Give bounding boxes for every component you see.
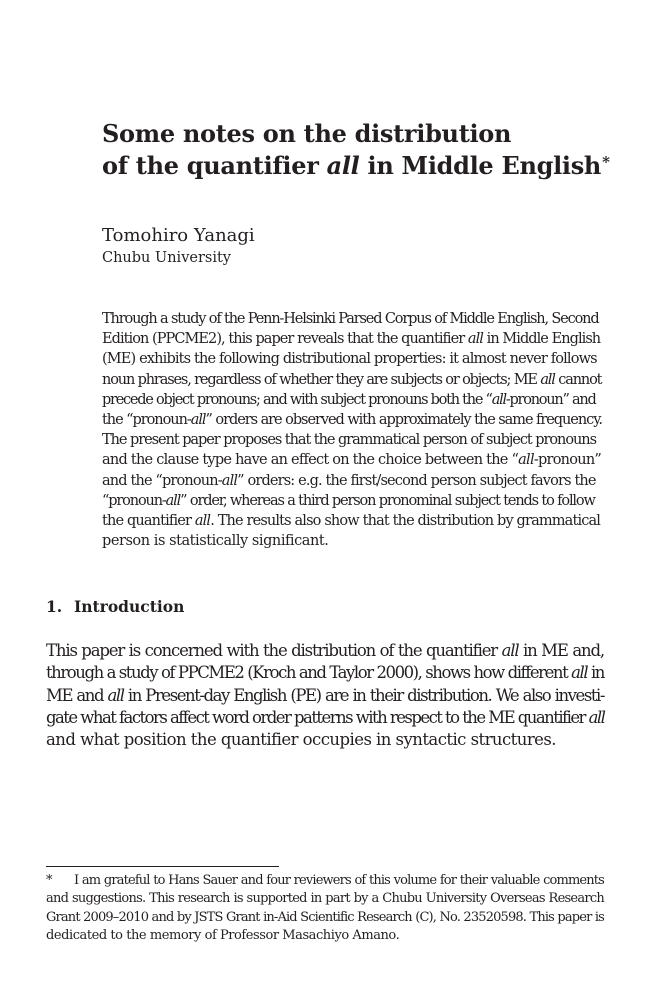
body-text: and what position the quantifier occupies in syntactic structures. (46, 730, 556, 750)
abstract-emphasis: all (518, 452, 534, 469)
body-line (46, 685, 604, 707)
abstract-text: the “pronoun- (102, 412, 191, 429)
footnote-line (46, 890, 604, 908)
body-text: in (587, 663, 604, 683)
abstract-emphasis: all (165, 492, 181, 509)
abstract-line (102, 511, 602, 531)
footnote-line (46, 909, 604, 927)
footnote (46, 872, 604, 946)
abstract-emphasis: all (540, 371, 555, 388)
body-text: This paper is concerned with the distribution of the quantifier (46, 641, 502, 660)
abstract-text: in Middle English (482, 331, 601, 348)
abstract-text: “pronoun- (102, 492, 166, 509)
abstract-text: and the clause type have an effect on the choice between the “ (102, 452, 519, 469)
abstract-text: precede object pronouns; and with subject pronouns both the “ (102, 391, 492, 408)
body-text: in Present-day English (PE) are in their distribution. We also investi- (123, 685, 605, 705)
abstract-emphasis: all (194, 513, 211, 530)
body-text: ME and (46, 685, 108, 705)
abstract-line (102, 390, 602, 410)
title-line-2-em: all (326, 151, 360, 180)
title-line-2-post: in Middle English (359, 151, 602, 180)
abstract-text: -pronoun” (533, 452, 602, 469)
abstract (102, 309, 602, 551)
body-line (46, 640, 604, 662)
footnote-line (46, 927, 604, 945)
body-line (46, 729, 604, 751)
section-number: 1. (46, 597, 63, 616)
title-line-1: Some notes on the distribution (102, 119, 512, 148)
section-title: Introduction (74, 597, 185, 616)
author-name: Tomohiro Yanagi (102, 225, 255, 246)
footnote-text: dedicated to the memory of Professor Masachiyo Amano. (46, 928, 400, 944)
footnote-text: and suggestions. This research is supported in part by a Chubu University Overseas Research (46, 891, 604, 907)
body-line (46, 707, 604, 729)
body-emphasis: all (501, 641, 519, 660)
abstract-emphasis: all (467, 331, 483, 348)
abstract-text: noun phrases, regardless of whether they are subjects or objects; ME (102, 371, 541, 388)
abstract-text: ” order, whereas a third person pronominal subject tends to follow (180, 492, 595, 509)
body-text: through a study of PPCME2 (Kroch and Taylor 2000), shows how different (46, 663, 572, 683)
body-line (46, 662, 604, 684)
footnote-line (46, 872, 604, 890)
paper-title (102, 118, 610, 182)
abstract-text: Through a study of the Penn-Helsinki Parsed Corpus of Middle English, Second (102, 311, 599, 327)
abstract-line (102, 309, 602, 329)
abstract-text: the quantifier (102, 513, 195, 530)
abstract-text: ” orders are observed with approximately the same frequency. (205, 412, 602, 429)
footnote-divider (46, 866, 279, 867)
title-footnote-mark[interactable]: * (602, 153, 610, 171)
abstract-line (102, 531, 602, 551)
body-text: gate what factors affect word order patterns with respect to the ME quantifier (46, 707, 589, 727)
abstract-emphasis: all (491, 391, 506, 408)
abstract-line (102, 329, 602, 349)
title-line-2 (102, 150, 610, 182)
abstract-emphasis: all (221, 472, 238, 489)
footnote-text: I am grateful to Hans Sauer and four reviewers of this volume for their valuable comments (74, 873, 604, 888)
abstract-text: (ME) exhibits the following distributional properties: it almost never follows (102, 351, 597, 368)
abstract-text: Edition (PPCME2), this paper reveals that the quantifier (102, 331, 468, 348)
body-emphasis: all (571, 663, 588, 683)
abstract-line (102, 471, 602, 491)
abstract-line (102, 370, 602, 390)
abstract-text: ” orders: e.g. the first/second person subject favors the (237, 472, 596, 489)
footnote-mark: * (46, 873, 52, 888)
body-emphasis: all (588, 707, 605, 727)
abstract-text: cannot (554, 371, 602, 388)
abstract-line (102, 349, 602, 369)
abstract-line (102, 430, 602, 450)
abstract-line (102, 450, 602, 470)
body-paragraph (46, 640, 604, 751)
abstract-text: The present paper proposes that the grammatical person of subject pronouns (102, 432, 596, 449)
title-line-2-pre: of the quantifier (102, 151, 327, 180)
abstract-emphasis: all (190, 412, 206, 429)
abstract-text: -pronoun” and (505, 391, 596, 408)
abstract-line (102, 491, 602, 511)
body-text: in ME and, (518, 641, 604, 660)
section-heading (46, 597, 184, 617)
author-affiliation: Chubu University (102, 250, 231, 266)
abstract-text: person is statistically significant. (102, 533, 329, 550)
abstract-line (102, 410, 602, 430)
body-emphasis: all (107, 685, 124, 705)
abstract-text: and the “pronoun- (102, 472, 222, 489)
abstract-text: . The results also show that the distribution by grammatical (210, 513, 601, 530)
footnote-text: Grant 2009–2010 and by JSTS Grant in-Aid Scientific Research (C), No. 23520598. This paper is (46, 909, 604, 925)
